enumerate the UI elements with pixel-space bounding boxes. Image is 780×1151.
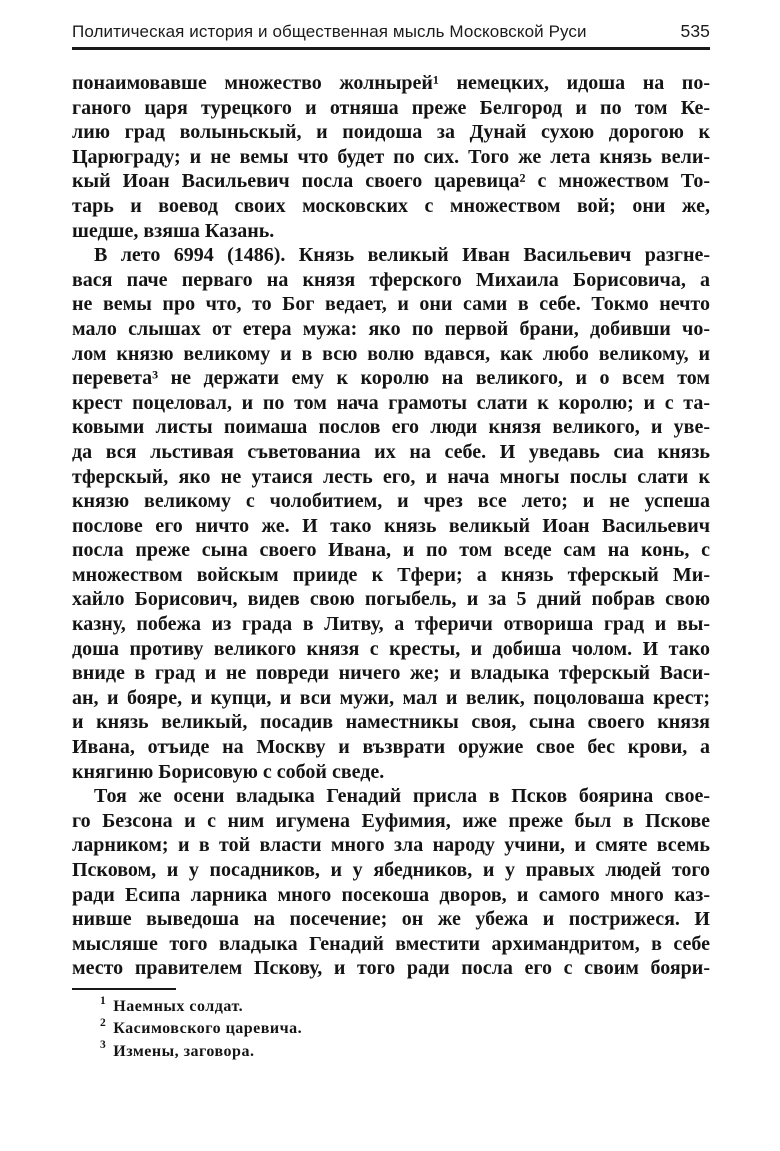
text-line: В лето 6994 (1486). Князь великый Иван Васильевич разгне- <box>94 244 710 267</box>
text-line: понаимовавше множество жолнырей¹ немецких, идоша на по- <box>72 72 710 94</box>
running-header <box>72 21 710 50</box>
text-line: ганого царя турецкого и отняша преже Белгород и по том Ке- <box>72 96 710 119</box>
footnote-marker: 1 <box>100 994 107 1007</box>
footnotes <box>72 988 710 1063</box>
text-line: мало слышах от етера мужа: яко по первой брани, добивши чо- <box>72 317 710 340</box>
text-line: лом князю великому и в всю волю вдався, как любо великому, и <box>72 342 710 365</box>
footnotes-list <box>72 996 710 1063</box>
body-text <box>72 71 710 981</box>
text-line: крест поцеловал, и по том нача грамоты слати к королю; и с та- <box>72 391 710 414</box>
text-line: ради Есипа ларника много посекоша дворов, и самого много каз- <box>72 883 710 906</box>
text-line: князю великому с чолобитием, и чрез все лето; и не успеша <box>72 490 710 513</box>
text-line: тферскый, яко не утаися лесть его, и нача многы послы слати к <box>72 465 710 488</box>
text-line: посла преже сына своего Ивана, и по том вседе сам на конь, с <box>72 539 710 562</box>
text-line: вася паче перваго на князя тферского Михаила Борисовича, а <box>72 268 710 291</box>
text-line: множеством войскым прииде к Тфери; а князь тферскый Ми- <box>72 563 710 586</box>
text-line: перевета³ не держати ему к королю на великого, и о всем том <box>72 367 710 390</box>
text-line: послове его ничто же. И тако князь великый Иоан Васильевич <box>72 514 710 537</box>
text-line: тарь и воевод своих московских с множеством вой; они же, <box>72 194 710 217</box>
text-line: княгиню Борисовую с собой сведе. <box>72 760 385 783</box>
text-line: Тоя же осени владыка Генадий присла в Псков боярина свое- <box>94 785 710 808</box>
footnote-item <box>72 1018 710 1040</box>
text-line: казну, побежа из града в Литву, а тферичи отвориша град и вы- <box>72 613 710 636</box>
footnote-text: Измены, заговора. <box>113 1042 255 1060</box>
text-line: ковыми листы поимаша послов его люди князя великого, и уве- <box>72 416 710 439</box>
text-line: го Безсона и с ним игумена Еуфимия, иже преже был в Пскове <box>72 809 710 832</box>
header-rule <box>72 47 710 50</box>
text-line: ларником; и в той власти много зла народу учини, и смяте всемь <box>72 834 710 857</box>
text-line: Царюграду; и не вемы что будет по сих. Того же лета князь вели- <box>72 145 710 168</box>
text-line: нивше выведоша на посечение; он же убежа и пострижеся. И <box>72 908 710 931</box>
text-line: место правителем Пскову, и того ради посла его с своим бояри- <box>72 957 710 980</box>
text-line: Ивана, отъиде на Москву и възврати оружие свое бес крови, а <box>72 736 710 759</box>
page-number: 535 <box>680 21 710 41</box>
text-line: не вемы про что, то Бог ведает, и они сами в себе. Токмо нечто <box>72 293 710 316</box>
footnote-marker: 2 <box>100 1017 107 1030</box>
footnote-text: Касимовского царевича. <box>113 1020 303 1038</box>
text-line: мысляше того владыка Генадий вместити архимандритом, в себе <box>72 932 710 955</box>
text-line: шедше, взяша Казань. <box>72 219 275 242</box>
text-line: вниде в град и не повреди ничего же; и владыка тферскый Васи- <box>72 662 710 685</box>
text-line: и князь великый, посадив наместникы своя, сына своего князя <box>72 711 710 734</box>
footnote-separator <box>72 988 176 990</box>
running-header-title: Политическая история и общественная мысль Московской Руси <box>72 22 587 41</box>
text-line: Псковом, и у посадников, и у ябедников, и у правых людей того <box>72 859 710 881</box>
footnote-marker: 3 <box>100 1039 107 1052</box>
text-line: да вся льстивая съветованиа их на себе. И уведавь сиа князь <box>72 440 710 463</box>
text-line: ан, и бояре, и купци, и вси мужи, мал и велик, поцоловаша крест; <box>72 686 710 709</box>
text-line: доша противу великого князя с кресты, и добиша чолом. И тако <box>72 637 710 660</box>
text-line: хайло Борисович, видев свою погыбель, и за 5 дний побрав свою <box>72 588 710 611</box>
text-line: кый Иоан Васильевич посла своего царевица² с множеством То- <box>72 170 710 193</box>
footnote-text: Наемных солдат. <box>113 998 244 1015</box>
footnote-item <box>72 996 710 1018</box>
footnote-item <box>72 1041 710 1063</box>
text-line: лию град волыньскый, и поидоша за Дунай сухою дорогою к <box>72 121 710 144</box>
